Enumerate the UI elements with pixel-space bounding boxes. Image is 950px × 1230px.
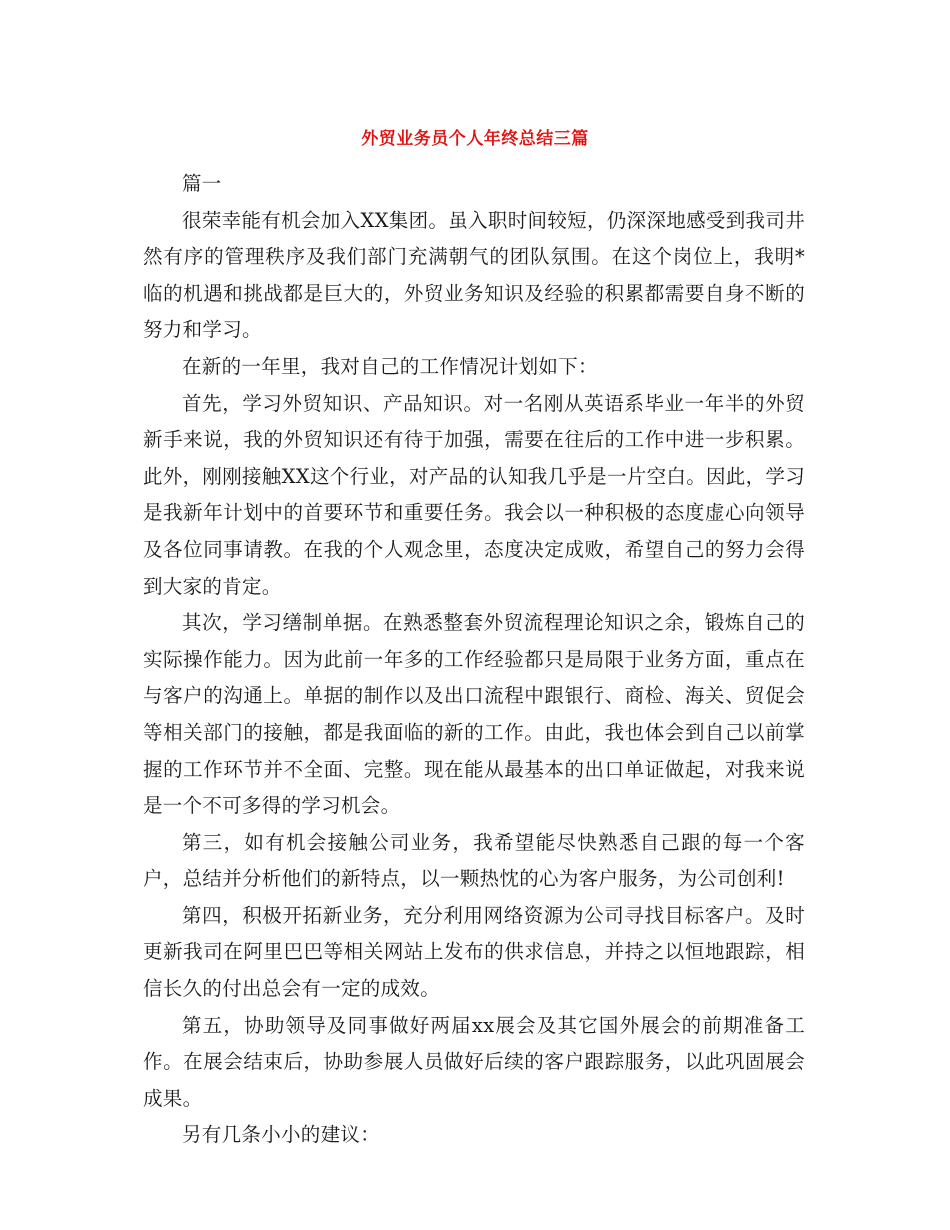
section-heading: 篇一 (182, 172, 222, 195)
paragraph: 另有几条小小的建议： (182, 1123, 381, 1147)
document-body (143, 166, 805, 1154)
paragraph: 第三，如有机会接触公司业务，我希望能尽快熟悉自己跟的每一个客户，总结并分析他们的新特点，以一颗热忱的心为客户服务，为公司创利! (143, 830, 805, 891)
paragraph: 在新的一年里，我对自己的工作情况计划如下： (182, 354, 598, 378)
paragraph: 首先，学习外贸知识、产品知识。对一名刚从英语系毕业一年半的外贸新手来说，我的外贸知识还有待于加强，需要在往后的工作中进一步积累。此外，刚刚接触XX这个行业，对产品的认知我几乎是一片空白。因此，学习是我新年计划中的首要环节和重要任务。我会以一种积极的态度虚心向领导及各位同事请教。在我的个人观念里，态度决定成败，希望自己的努力会得到大家的肯定。 (143, 391, 805, 598)
paragraph: 第五，协助领导及同事做好两届xx展会及其它国外展会的前期准备工作。在展会结束后，协助参展人员做好后续的客户跟踪服务，以此巩固展会成果。 (143, 1013, 805, 1110)
paragraph: 其次，学习缮制单据。在熟悉整套外贸流程理论知识之余，锻炼自己的实际操作能力。因为此前一年多的工作经验都只是局限于业务方面，重点在与客户的沟通上。单据的制作以及出口流程中跟银行、商检、海关、贸促会等相关部门的接触，都是我面临的新的工作。由此，我也体会到自己以前掌握的工作环节并不全面、完整。现在能从最基本的出口单证做起，对我来说是一个不可多得的学习机会。 (143, 611, 805, 818)
paragraph: 第四，积极开拓新业务，充分利用网络资源为公司寻找目标客户。及时更新我司在阿里巴巴等相关网站上发布的供求信息，并持之以恒地跟踪，相信长久的付出总会有一定的成效。 (143, 903, 805, 1001)
document-title: 外贸业务员个人年终总结三篇 (361, 129, 589, 149)
paragraph: 很荣幸能有机会加入XX集团。虽入职时间较短，仍深深地感受到我司井然有序的管理秩序及我们部门充满朝气的团队氛围。在这个岗位上，我明*临的机遇和挑战都是巨大的，外贸业务知识及经验的积累都需要自身不断的努力和学习。 (143, 208, 805, 342)
